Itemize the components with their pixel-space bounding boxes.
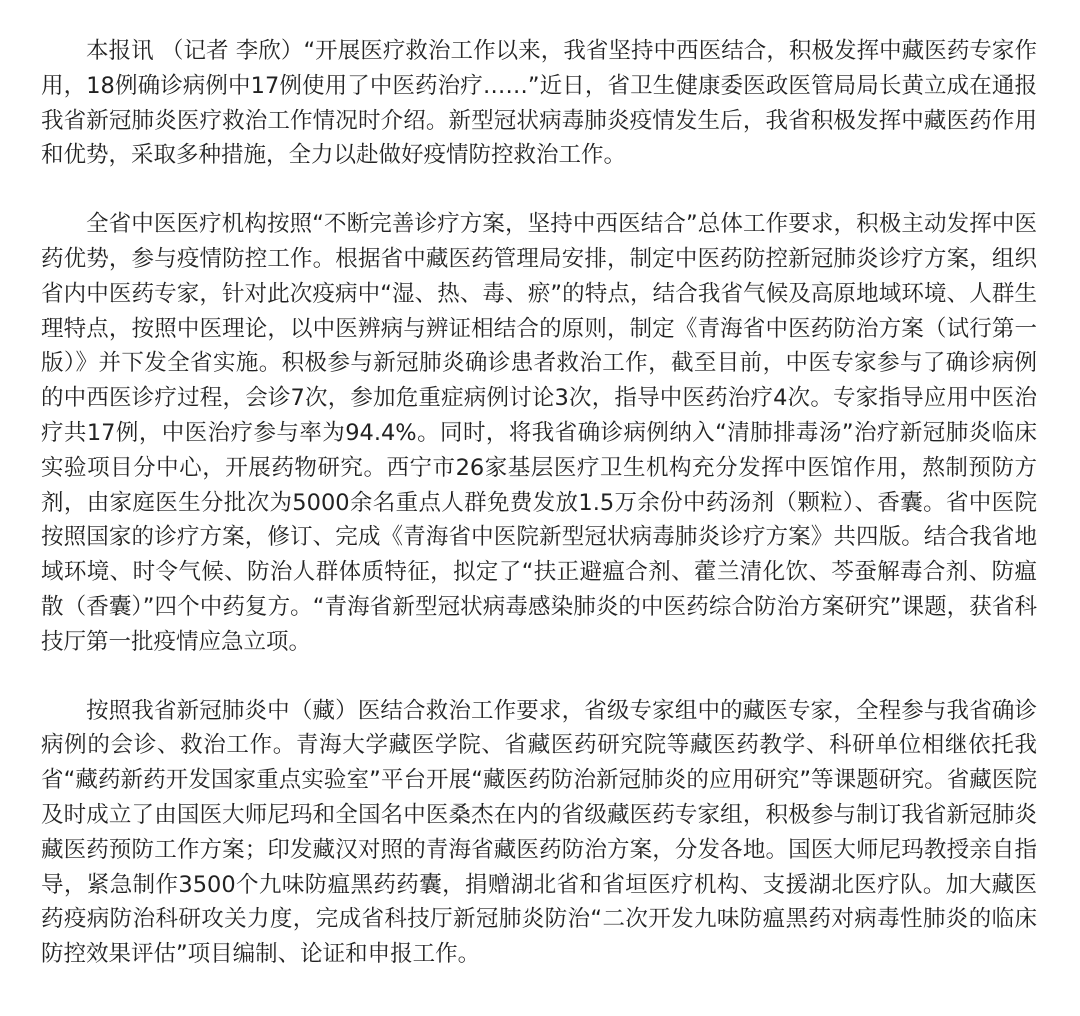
article-paragraph-3: 按照我省新冠肺炎中（藏）医结合救治工作要求，省级专家组中的藏医专家，全程参与我省确诊病例的会诊、救治工作。青海大学藏医学院、省藏医药研究院等藏医药教学、科研单位相继依托我省“藏药新药开发国家重点实验室”平台开展“藏医药防治新冠肺炎的应用研究”等课题研究。省藏医院及时成立了由国医大师尼玛和全国名中医桑杰在内的省级藏医药专家组，积极参与制订我省新冠肺炎藏医药预防工作方案；印发藏汉对照的青海省藏医药防治方案，分发各地。国医大师尼玛教授亲自指导，紧急制作3500个九味防瘟黑药药囊，捐赠湖北省和省垣医疗机构、支援湖北医疗队。加大藏医药疫病防治科研攻关力度，完成省科技厅新冠肺炎防治“二次开发九味防瘟黑药对病毒性肺炎的临床防控效果评估”项目编制、论证和申报工作。 — [41, 697, 1037, 968]
article-paragraph-1: 本报讯 （记者 李欣）“开展医疗救治工作以来，我省坚持中西医结合，积极发挥中藏医药专家作用，18例确诊病例中17例使用了中医药治疗……”近日，省卫生健康委医政医管局局长黄立成在通报我省新冠肺炎医疗救治工作情况时介绍。新型冠状病毒肺炎疫情发生后，我省积极发挥中藏医药作用和优势，采取多种措施，全力以赴做好疫情防控救治工作。 — [41, 38, 1037, 169]
article-paragraph-2: 全省中医医疗机构按照“不断完善诊疗方案，坚持中西医结合”总体工作要求，积极主动发挥中医药优势，参与疫情防控工作。根据省中藏医药管理局安排，制定中医药防控新冠肺炎诊疗方案，组织省内中医药专家，针对此次疫病中“湿、热、毒、瘀”的特点，结合我省气候及高原地域环境、人群生理特点，按照中医理论，以中医辨病与辨证相结合的原则，制定《青海省中医药防治方案（试行第一版）》并下发全省实施。积极参与新冠肺炎确诊患者救治工作，截至目前，中医专家参与了确诊病例的中西医诊疗过程，会诊7次，参加危重症病例讨论3次，指导中医药治疗4次。专家指导应用中医治疗共17例，中医治疗参与率为94.4%。同时，将我省确诊病例纳入“清肺排毒汤”治疗新冠肺炎临床实验项目分中心，开展药物研究。西宁市26家基层医疗卫生机构充分发挥中医馆作用，熬制预防方剂，由家庭医生分批次为5000余名重点人群免费发放1.5万余份中药汤剂（颗粒）、香囊。省中医院按照国家的诊疗方案，修订、完成《青海省中医院新型冠状病毒肺炎诊疗方案》共四版。结合我省地域环境、时令气候、防治人群体质特征，拟定了“扶正避瘟合剂、藿兰清化饮、芩蚕解毒合剂、防瘟散（香囊）”四个中药复方。“青海省新型冠状病毒感染肺炎的中医药综合防治方案研究”课题，获省科技厅第一批疫情应急立项。 — [41, 211, 1037, 655]
